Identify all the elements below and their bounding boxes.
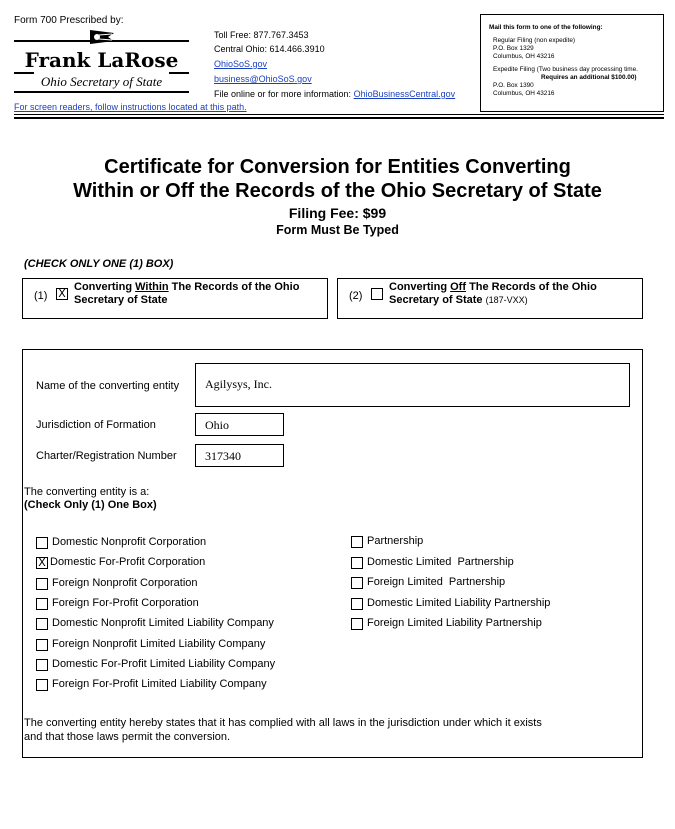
logo-bottom-rule — [14, 91, 189, 93]
entity-type-checkbox[interactable] — [351, 577, 363, 589]
mailing-address-box — [480, 14, 664, 112]
secretary-of-state-logo — [14, 34, 189, 94]
converting-off-checkbox[interactable] — [371, 288, 383, 300]
entity-type-label-text: Domestic For-Profit Corporation — [50, 556, 206, 568]
entity-name-field[interactable]: Agilysys, Inc. — [195, 363, 630, 407]
entity-type-checkbox[interactable] — [36, 598, 48, 610]
entity-type-label-text: Domestic Limited Partnership — [367, 556, 514, 568]
compliance-statement-line2: and that those laws permit the conversion. — [24, 731, 231, 743]
option2-number: (2) — [349, 290, 363, 302]
form-title-line1: Certificate for Conversion for Entities Converting — [104, 156, 571, 178]
option2-code: (187-VXX) — [485, 295, 528, 305]
file-online-prefix: File online or for more information: — [214, 89, 352, 99]
charter-number-field[interactable]: 317340 — [195, 444, 284, 467]
charter-number-label: Charter/Registration Number — [36, 450, 177, 462]
entity-type-checkbox[interactable]: X — [36, 557, 48, 569]
entity-type-checkbox[interactable] — [351, 618, 363, 630]
entity-name-label: Name of the converting entity — [36, 380, 180, 392]
regular-filing-box: P.O. Box 1329 — [493, 45, 534, 52]
entity-type-label-text: Foreign Limited Partnership — [367, 576, 506, 588]
entity-type-checkbox[interactable] — [351, 557, 363, 569]
regular-filing-city: Columbus, OH 43216 — [493, 53, 555, 60]
filing-fee: Filing Fee: $99 — [288, 205, 387, 221]
check-one-instruction: (CHECK ONLY ONE (1) BOX) — [24, 258, 174, 270]
entity-type-label-text: Partnership — [367, 535, 424, 547]
entity-type-checkbox[interactable] — [36, 639, 48, 651]
expedite-filing-city: Columbus, OH 43216 — [493, 90, 555, 97]
entity-type-label-text: Domestic For-Profit Limited Liability Company — [52, 658, 276, 670]
entity-type-checkbox[interactable] — [36, 578, 48, 590]
email-link[interactable]: business@OhioSoS.gov — [214, 74, 312, 84]
screen-reader-instructions-link[interactable]: For screen readers, follow instructions located at this path. — [14, 102, 247, 112]
mail-box-title: Mail this form to one of the following: — [489, 24, 603, 31]
regular-filing-label: Regular Filing (non expedite) — [493, 37, 576, 44]
entity-type-checkbox[interactable] — [36, 537, 48, 549]
option1-emph: Within — [135, 281, 169, 293]
compliance-statement — [24, 716, 624, 744]
option1-post: The Records of the Ohio — [168, 281, 300, 293]
logo-rule-right — [169, 72, 189, 74]
option2-pre: Converting — [389, 281, 451, 293]
entity-type-checkbox[interactable] — [36, 618, 48, 630]
central-ohio-phone: Central Ohio: 614.466.3910 — [214, 44, 325, 54]
form-title-line2: Within or Off the Records of the Ohio Secretary of State — [73, 180, 602, 202]
entity-type-label-text: Foreign Nonprofit Corporation — [52, 577, 198, 589]
entity-type-label-text: Domestic Limited Liability Partnership — [367, 597, 551, 609]
entity-type-instruction: (Check Only (1) One Box) — [24, 499, 157, 511]
header-divider-thick — [14, 117, 664, 119]
logo-name: Frank LaRose — [24, 48, 179, 72]
website-link[interactable]: OhioSoS.gov — [214, 59, 268, 69]
entity-type-label-text: Foreign For-Profit Limited Liability Company — [52, 678, 267, 690]
option1-label — [74, 281, 299, 307]
jurisdiction-field[interactable]: Ohio — [195, 413, 284, 436]
option2-emph: Off — [450, 281, 467, 293]
expedite-filing-label: Expedite Filing (Two business day processing time. — [493, 66, 638, 73]
toll-free-phone: Toll Free: 877.767.3453 — [214, 30, 309, 40]
option1-number: (1) — [34, 290, 48, 302]
entity-type-label-text: Foreign For-Profit Corporation — [52, 597, 199, 609]
entity-type-checkbox[interactable] — [351, 536, 363, 548]
file-online-info — [214, 89, 455, 99]
form-prescribed-label: Form 700 Prescribed by: — [14, 15, 124, 26]
form-typed-notice: Form Must Be Typed — [276, 223, 399, 237]
entity-type-checkbox[interactable] — [36, 659, 48, 671]
expedite-fee-note: Requires an additional $100.00) — [541, 74, 637, 81]
option2-label — [389, 281, 597, 307]
entity-type-label-text: Foreign Nonprofit Limited Liability Company — [52, 638, 266, 650]
option1-pre: Converting — [74, 281, 136, 293]
ohio-flag-icon — [90, 30, 114, 44]
jurisdiction-label: Jurisdiction of Formation — [36, 419, 156, 431]
option2-line2: Secretary of State — [389, 294, 483, 306]
compliance-statement-line1: The converting entity hereby states that it has complied with all laws in the jurisdiction under which it exists — [24, 717, 542, 729]
option1-line2: Secretary of State — [74, 294, 168, 306]
option2-post: The Records of the Ohio — [466, 281, 597, 293]
converting-within-checkbox[interactable]: X — [56, 288, 68, 300]
logo-subtitle: Ohio Secretary of State — [40, 74, 163, 89]
logo-rule-left — [14, 72, 34, 74]
entity-type-label-text: Foreign Limited Liability Partnership — [367, 617, 542, 629]
entity-type-heading: The converting entity is a: — [24, 486, 150, 498]
option-converting-off — [337, 278, 643, 319]
entity-type-label — [24, 486, 157, 512]
entity-details-section — [22, 349, 643, 758]
entity-type-checkbox[interactable] — [36, 679, 48, 691]
entity-type-label-text: Domestic Nonprofit Limited Liability Company — [52, 617, 274, 629]
option-converting-within — [22, 278, 328, 319]
entity-type-label-text: Domestic Nonprofit Corporation — [52, 536, 207, 548]
header-divider-thin — [14, 114, 664, 115]
entity-type-checkbox[interactable] — [351, 598, 363, 610]
expedite-filing-box: P.O. Box 1390 — [493, 82, 534, 89]
business-central-link[interactable]: OhioBusinessCentral.gov — [353, 89, 456, 99]
